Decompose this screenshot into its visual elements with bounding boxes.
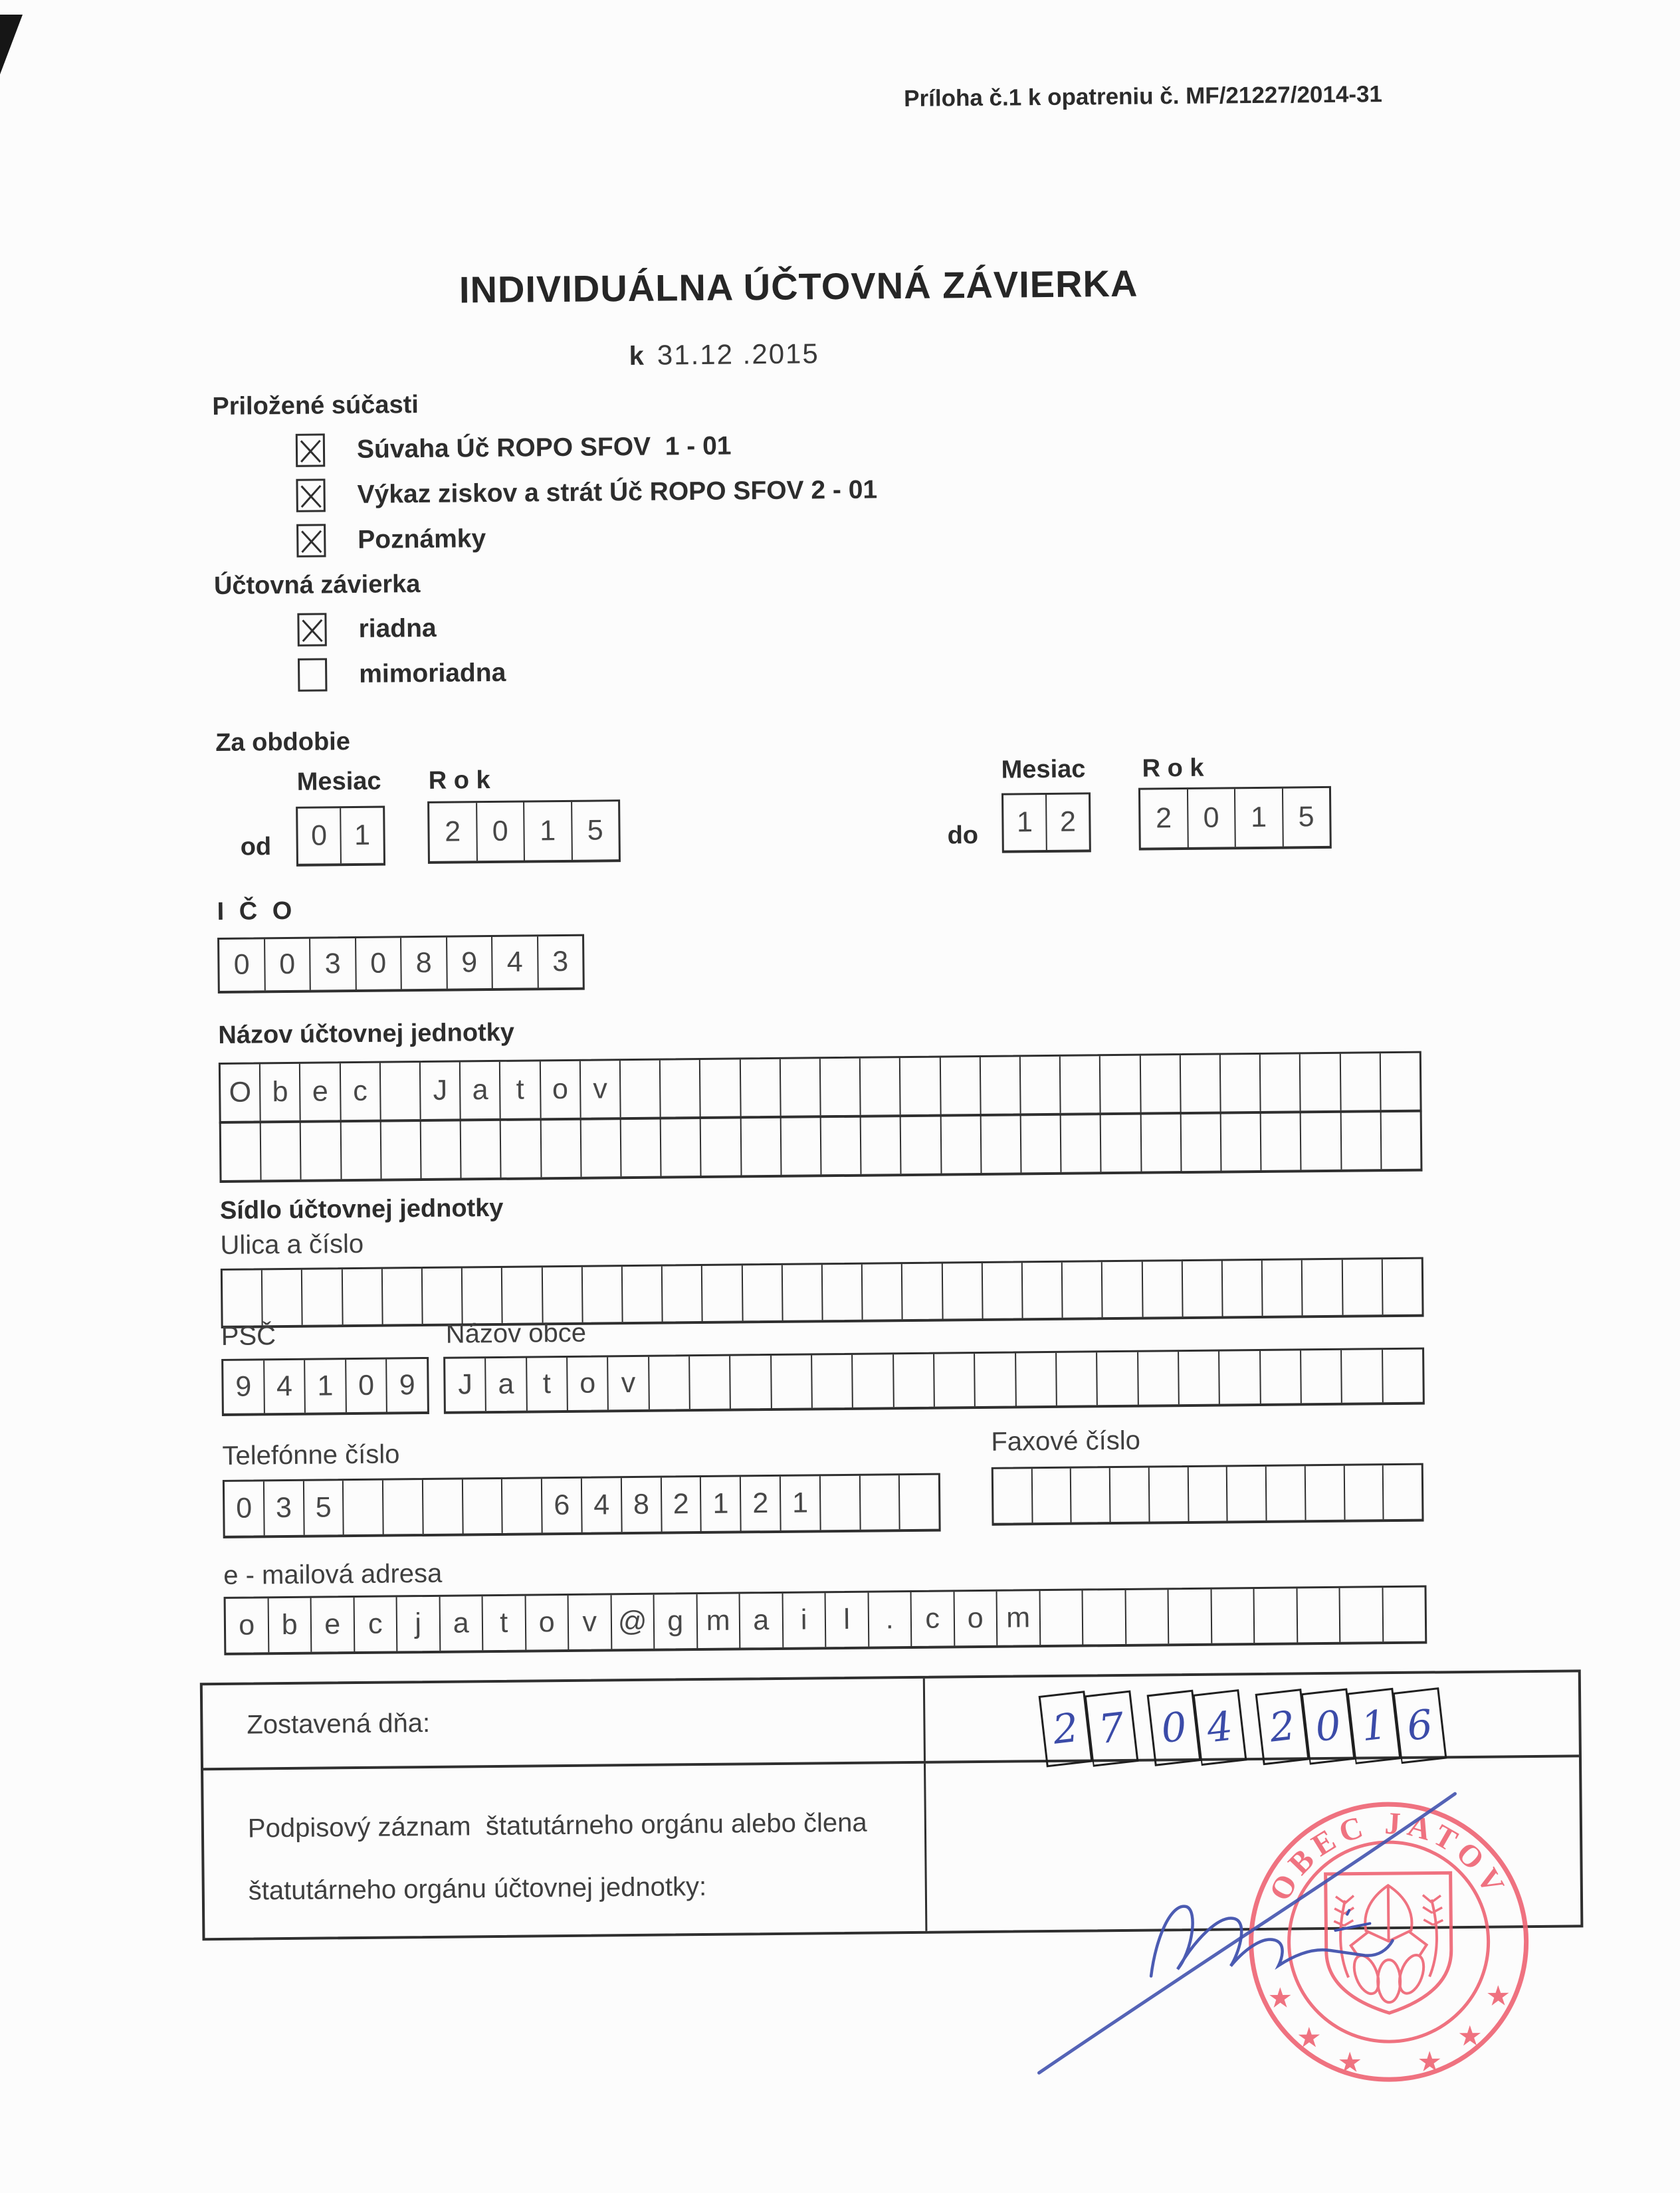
psc-label: PSČ: [221, 1321, 276, 1351]
fax-grid-cell[interactable]: [994, 1469, 1032, 1523]
date-year-box-cell[interactable]: 6: [1394, 1687, 1447, 1764]
email-grid-cell[interactable]: j: [396, 1597, 439, 1651]
entity-name-grid-row2-cell[interactable]: [500, 1118, 540, 1178]
email-grid-cell[interactable]: [1382, 1588, 1425, 1642]
phone-grid-cell[interactable]: 6: [541, 1479, 581, 1533]
street-grid-cell[interactable]: [461, 1268, 502, 1324]
email-grid-cell[interactable]: c: [353, 1597, 396, 1651]
as-of-date-line: [629, 338, 819, 371]
period-to-month-grid-cell[interactable]: 1: [1016, 806, 1033, 839]
email-grid-cell[interactable]: [1039, 1591, 1082, 1645]
period-to-month-label: Mesiac: [1001, 755, 1086, 784]
entity-name-grid-row1-cell[interactable]: [1019, 1057, 1060, 1114]
entity-name-grid-row2-cell[interactable]: [740, 1116, 780, 1176]
street-grid-cell[interactable]: [301, 1269, 342, 1325]
attached-item-poznamky: [296, 522, 486, 558]
street-grid-cell[interactable]: [1341, 1259, 1382, 1315]
closing-type-heading: Účtovná závierka: [213, 570, 421, 601]
checkbox-poznamky-label: Poznámky: [358, 524, 486, 554]
phone-grid-cell[interactable]: 1: [700, 1477, 740, 1531]
checkbox-vykaz-label: Výkaz ziskov a strát Úč ROPO SFOV 2 - 01: [357, 475, 878, 509]
period-from-month-grid[interactable]: [296, 806, 385, 867]
entity-name-grid-row1-cell[interactable]: [1139, 1055, 1180, 1112]
email-grid-cell[interactable]: [1210, 1589, 1253, 1643]
entity-name-grid-row1-cell[interactable]: O: [229, 1076, 252, 1108]
closing-item-mimoriadna: [298, 657, 506, 692]
period-to-month-grid[interactable]: [1001, 792, 1091, 853]
city-label: Názov obce: [445, 1318, 587, 1349]
email-grid-cell[interactable]: .: [867, 1592, 910, 1647]
city-grid-cell[interactable]: [974, 1353, 1015, 1406]
street-grid-cell[interactable]: [982, 1263, 1022, 1318]
period-from-year-grid[interactable]: [427, 799, 621, 864]
period-from-label: od: [240, 833, 272, 861]
entity-name-grid-row2-cell[interactable]: [660, 1117, 700, 1176]
entity-name-grid-row1-cell[interactable]: [619, 1061, 660, 1118]
svg-text:★: ★: [1485, 1979, 1511, 2012]
checkbox-vykaz[interactable]: [296, 478, 325, 512]
city-grid-cell[interactable]: [648, 1356, 689, 1410]
street-grid-cell[interactable]: [1221, 1261, 1262, 1316]
email-grid-cell[interactable]: o: [524, 1596, 568, 1650]
entity-name-grid-row2-cell[interactable]: [700, 1116, 740, 1176]
phone-grid-cell[interactable]: [501, 1479, 542, 1533]
email-grid-cell[interactable]: e: [310, 1598, 354, 1652]
ico-grid-cell[interactable]: 0: [355, 938, 401, 990]
entity-name-grid-row1-cell[interactable]: J: [419, 1062, 460, 1119]
prepared-date-label: Zostavená dňa:: [247, 1708, 431, 1740]
city-grid-cell[interactable]: o: [566, 1357, 607, 1410]
period-to-year-label: R o k: [1142, 754, 1204, 783]
street-grid-cell[interactable]: [821, 1265, 862, 1320]
phone-grid-cell[interactable]: [342, 1481, 383, 1535]
street-grid-cell[interactable]: [541, 1267, 581, 1323]
entity-name-grid-row2-cell[interactable]: [900, 1115, 940, 1174]
fax-grid-cell[interactable]: [1109, 1468, 1149, 1522]
entity-name-grid-row1-cell[interactable]: [819, 1059, 860, 1116]
entity-name-grid-row1-cell[interactable]: [859, 1058, 900, 1115]
city-grid-cell[interactable]: v: [607, 1357, 648, 1410]
phone-grid-cell[interactable]: [898, 1475, 939, 1530]
date-day-box-cell[interactable]: 7: [1085, 1691, 1139, 1767]
entity-name-grid-row1-cell[interactable]: [1059, 1056, 1100, 1113]
street-grid-cell[interactable]: [1261, 1260, 1302, 1316]
entity-name-grid-row1-cell[interactable]: [980, 1057, 1020, 1114]
street-label: Ulica a číslo: [220, 1229, 364, 1260]
street-grid-cell[interactable]: [1301, 1260, 1342, 1316]
entity-name-grid-row1-cell[interactable]: o: [539, 1061, 579, 1118]
fax-grid-cell[interactable]: [1382, 1465, 1422, 1520]
street-grid-cell[interactable]: [701, 1265, 742, 1321]
form-title: INDIVIDUÁLNA ÚČTOVNÁ ZÁVIERKA: [459, 262, 1138, 311]
date-month-box-cell[interactable]: 0: [1147, 1690, 1202, 1766]
address-heading: Sídlo účtovnej jednotky: [219, 1194, 504, 1225]
city-grid-cell[interactable]: [729, 1356, 770, 1409]
phone-grid-cell[interactable]: [382, 1480, 423, 1534]
signature-label-cell: [203, 1764, 927, 1938]
period-to-year-grid[interactable]: [1138, 786, 1332, 851]
entity-name-grid-row2-cell[interactable]: [1060, 1113, 1101, 1172]
city-grid-cell[interactable]: J: [458, 1368, 473, 1401]
city-grid-cell[interactable]: [1300, 1350, 1341, 1404]
attachment-note: Príloha č.1 k opatreniu č. MF/21227/2014-31: [903, 81, 1383, 112]
checkbox-mimoriadna-label: mimoriadna: [359, 658, 506, 688]
date-year-box-cell[interactable]: 2: [1255, 1689, 1310, 1765]
period-from-year-grid-cell[interactable]: 1: [523, 802, 571, 861]
email-label: e - mailová adresa: [223, 1558, 443, 1590]
street-grid-cell[interactable]: [1141, 1261, 1182, 1317]
entity-name-grid-row1-cell[interactable]: b: [259, 1064, 300, 1121]
phone-grid-cell[interactable]: 0: [235, 1492, 253, 1524]
entity-name-grid-row2-cell[interactable]: [980, 1114, 1020, 1173]
stamp-text: OBEC JATOV: [1262, 1806, 1514, 1907]
street-grid-cell[interactable]: [741, 1265, 782, 1321]
entity-name-label: Názov účtovnej jednotky: [218, 1018, 515, 1049]
entity-name-grid-row1-cell[interactable]: [1219, 1055, 1260, 1112]
entity-name-grid-row2-cell[interactable]: [300, 1120, 340, 1180]
checkbox-poznamky[interactable]: [296, 524, 326, 557]
signature-label-line2: štatutárneho orgánu účtovnej jednotky:: [248, 1871, 707, 1906]
ico-grid-cell[interactable]: 0: [264, 939, 310, 991]
attached-item-vykaz: [296, 473, 877, 512]
entity-name-grid-row1-cell[interactable]: c: [339, 1063, 379, 1120]
entity-name-grid-row2-cell[interactable]: [860, 1115, 900, 1174]
entity-name-grid-row2-cell[interactable]: [780, 1116, 820, 1175]
city-grid-cell[interactable]: [892, 1354, 934, 1408]
city-grid-cell[interactable]: [1340, 1350, 1382, 1403]
fax-grid-cell[interactable]: [1070, 1468, 1110, 1522]
phone-grid-cell[interactable]: [859, 1475, 899, 1530]
entity-name-grid-row2-cell[interactable]: [579, 1118, 620, 1177]
email-grid[interactable]: [224, 1586, 1427, 1655]
city-grid-cell[interactable]: [1178, 1352, 1219, 1405]
email-grid-cell[interactable]: [1168, 1590, 1211, 1644]
email-grid-cell[interactable]: i: [782, 1593, 825, 1647]
email-grid-cell[interactable]: l: [825, 1593, 868, 1647]
svg-text:★: ★: [1337, 2045, 1363, 2079]
svg-text:★: ★: [1267, 1981, 1293, 2014]
street-grid[interactable]: [221, 1257, 1424, 1328]
street-grid-cell[interactable]: [581, 1267, 622, 1322]
as-of-prefix: k: [629, 341, 645, 371]
street-grid-cell[interactable]: [1061, 1262, 1102, 1318]
psc-grid-cell[interactable]: 4: [263, 1360, 304, 1413]
phone-grid-cell[interactable]: [422, 1479, 463, 1534]
email-grid-cell[interactable]: [1253, 1588, 1297, 1643]
entity-name-grid-row2-cell[interactable]: [1020, 1114, 1061, 1173]
ico-grid-cell[interactable]: 0: [233, 948, 250, 981]
svg-text:★: ★: [1296, 2021, 1322, 2054]
signature-label-line1: Podpisový záznam štatutárneho orgánu alebo člena: [247, 1808, 867, 1843]
street-grid-cell[interactable]: [1101, 1262, 1142, 1318]
checkbox-riadna-label: riadna: [358, 613, 437, 643]
checkbox-mimoriadna[interactable]: [298, 658, 327, 691]
city-grid-cell[interactable]: [1259, 1350, 1301, 1404]
city-grid[interactable]: [443, 1348, 1425, 1414]
entity-name-grid-row1-cell[interactable]: [659, 1060, 700, 1117]
phone-grid-cell[interactable]: 2: [660, 1477, 700, 1532]
entity-name-grid-row1-cell[interactable]: [379, 1063, 420, 1120]
email-grid-cell[interactable]: a: [739, 1594, 782, 1648]
email-grid-cell[interactable]: a: [439, 1596, 482, 1651]
period-from-year-grid-cell[interactable]: 2: [445, 815, 461, 848]
period-from-year-grid-cell[interactable]: 5: [571, 801, 619, 860]
ico-grid-cell[interactable]: 3: [309, 938, 355, 990]
signature-graphic: [936, 1742, 1485, 2106]
period-from-year-grid-cell[interactable]: 0: [476, 803, 524, 861]
psc-grid-cell[interactable]: 9: [386, 1359, 427, 1412]
street-grid-cell[interactable]: [501, 1267, 542, 1323]
svg-text:★: ★: [1417, 2045, 1443, 2078]
city-grid-cell[interactable]: t: [526, 1358, 567, 1411]
entity-name-grid-row1-cell[interactable]: v: [579, 1061, 620, 1118]
entity-name-grid-row2-cell[interactable]: [1260, 1111, 1301, 1170]
fax-grid-cell[interactable]: [1305, 1466, 1344, 1520]
entity-name-grid-row2-cell[interactable]: [940, 1114, 980, 1174]
street-grid-cell[interactable]: [261, 1270, 302, 1326]
street-grid-cell[interactable]: [901, 1264, 942, 1320]
period-to-year-grid-cell[interactable]: 5: [1281, 788, 1329, 847]
psc-grid-cell[interactable]: 9: [235, 1370, 252, 1403]
entity-name-grid-row2-cell[interactable]: [1100, 1113, 1140, 1172]
fax-label: Faxové číslo: [991, 1425, 1141, 1457]
phone-grid-cell[interactable]: 1: [780, 1476, 820, 1530]
street-grid-cell[interactable]: [861, 1264, 902, 1320]
prepared-date-label-cell: [203, 1679, 926, 1768]
email-grid-cell[interactable]: [1124, 1590, 1168, 1644]
city-grid-cell[interactable]: a: [484, 1358, 526, 1411]
period-to-year-grid-cell[interactable]: 2: [1155, 802, 1172, 835]
entity-name-grid-row1-cell[interactable]: [699, 1059, 740, 1116]
street-grid-cell[interactable]: [661, 1266, 702, 1322]
svg-text:★: ★: [1457, 2019, 1483, 2053]
entity-name-grid-row2-cell[interactable]: [1380, 1110, 1420, 1170]
entity-name-grid-row1-cell[interactable]: e: [299, 1063, 340, 1120]
closing-item-riadna: [297, 612, 437, 647]
entity-name-grid-row2-cell[interactable]: [820, 1116, 861, 1175]
entity-name-grid-row1-cell[interactable]: [1180, 1055, 1220, 1112]
period-to-month-grid-cell[interactable]: 2: [1045, 794, 1089, 850]
email-grid-cell[interactable]: m: [696, 1594, 739, 1648]
entity-name-grid-row2-cell[interactable]: [1180, 1112, 1220, 1172]
period-to-year-grid-cell[interactable]: 1: [1234, 789, 1282, 847]
city-grid-cell[interactable]: [811, 1355, 852, 1408]
email-grid-cell[interactable]: [1296, 1588, 1339, 1643]
psc-grid-cell[interactable]: 0: [345, 1360, 386, 1413]
period-from-month-label: Mesiac: [296, 767, 381, 796]
phone-grid-cell[interactable]: [819, 1476, 860, 1530]
date-year-box-cell[interactable]: 0: [1302, 1688, 1356, 1764]
city-grid-cell[interactable]: [1218, 1351, 1259, 1404]
street-grid-cell[interactable]: [1021, 1263, 1062, 1318]
entity-name-grid-row2-cell[interactable]: [260, 1121, 300, 1180]
phone-grid-cell[interactable]: 8: [621, 1478, 661, 1532]
email-grid-cell[interactable]: c: [910, 1592, 954, 1646]
ico-grid-cell[interactable]: 8: [400, 938, 446, 990]
entity-name-grid-row1-cell[interactable]: [1259, 1054, 1300, 1111]
entity-name-grid-row1-cell[interactable]: [1299, 1054, 1340, 1111]
email-grid-cell[interactable]: v: [568, 1595, 611, 1649]
attached-item-suvaha: [296, 430, 732, 467]
street-grid-cell[interactable]: [782, 1265, 822, 1320]
date-day-box-cell[interactable]: 2: [1039, 1691, 1093, 1767]
city-grid-cell[interactable]: [1382, 1350, 1423, 1403]
period-from-month-grid-cell[interactable]: 0: [310, 819, 328, 852]
checkbox-riadna[interactable]: [297, 613, 326, 646]
ico-grid-cell[interactable]: 4: [491, 936, 537, 988]
date-month-box-cell[interactable]: 4: [1194, 1689, 1247, 1766]
psc-grid[interactable]: [221, 1357, 429, 1416]
street-grid-cell[interactable]: [1382, 1259, 1422, 1315]
email-grid-cell[interactable]: t: [482, 1596, 525, 1651]
fax-grid-cell[interactable]: [1343, 1465, 1383, 1520]
period-from-year-label: R o k: [428, 766, 490, 795]
ico-label: I Č O: [217, 896, 296, 926]
ico-grid-cell[interactable]: 9: [446, 937, 492, 989]
fax-grid-cell[interactable]: [1226, 1467, 1266, 1521]
fax-grid-cell[interactable]: [1031, 1469, 1071, 1523]
phone-grid-cell[interactable]: [462, 1479, 502, 1534]
entity-name-grid-row2-cell[interactable]: [1220, 1112, 1261, 1171]
entity-name-grid-row1-cell[interactable]: [1380, 1053, 1420, 1110]
entity-name-grid-row2-cell[interactable]: [1300, 1111, 1340, 1170]
street-grid-cell[interactable]: [341, 1269, 381, 1325]
entity-name-grid-row2-cell[interactable]: [540, 1118, 580, 1178]
entity-name-grid-row1-cell[interactable]: [939, 1057, 980, 1114]
city-grid-cell[interactable]: [851, 1354, 892, 1408]
email-grid-cell[interactable]: g: [653, 1594, 696, 1649]
phone-grid-cell[interactable]: 2: [740, 1477, 780, 1531]
entity-name-grid-row1-cell[interactable]: [739, 1059, 780, 1116]
entity-name-grid-row2[interactable]: [219, 1110, 1423, 1183]
fax-grid-cell[interactable]: [1265, 1466, 1305, 1520]
ico-grid-cell[interactable]: 3: [537, 936, 583, 988]
phone-grid-cell[interactable]: 4: [581, 1478, 621, 1532]
as-of-date: 31.12 .2015: [657, 338, 819, 371]
street-grid-cell[interactable]: [421, 1268, 462, 1324]
period-to-year-grid-cell[interactable]: 0: [1186, 789, 1234, 847]
entity-name-grid-row1-cell[interactable]: [899, 1058, 940, 1115]
city-grid-cell[interactable]: [1137, 1352, 1178, 1405]
entity-name-grid-row1-cell[interactable]: a: [459, 1062, 500, 1119]
email-grid-cell[interactable]: m: [996, 1591, 1039, 1645]
city-grid-cell[interactable]: [1015, 1353, 1056, 1406]
email-grid-cell[interactable]: o: [239, 1609, 255, 1641]
city-grid-cell[interactable]: [1055, 1352, 1097, 1406]
street-grid-cell[interactable]: [381, 1269, 422, 1324]
entity-name-grid-row2-cell[interactable]: [379, 1120, 420, 1179]
city-grid-cell[interactable]: [688, 1356, 730, 1410]
email-grid-cell[interactable]: b: [267, 1598, 310, 1653]
ico-grid[interactable]: [217, 934, 585, 993]
date-year-box-cell[interactable]: 1: [1348, 1688, 1402, 1764]
entity-name-grid-row2-cell[interactable]: [1140, 1112, 1180, 1172]
email-grid-cell[interactable]: @: [610, 1595, 653, 1649]
entity-name-grid-row1-cell[interactable]: [1339, 1053, 1380, 1110]
entity-name-grid-row2-cell[interactable]: [420, 1119, 461, 1178]
phone-grid[interactable]: [223, 1473, 941, 1538]
city-grid-cell[interactable]: [1096, 1352, 1137, 1406]
entity-name-grid-row2-cell[interactable]: [221, 1121, 261, 1180]
entity-name-grid-row2-cell[interactable]: [460, 1119, 500, 1178]
checkbox-suvaha[interactable]: [296, 433, 325, 467]
period-from-month-grid-cell[interactable]: 1: [340, 808, 383, 864]
email-grid-cell[interactable]: [1339, 1588, 1382, 1642]
street-grid-cell[interactable]: [223, 1270, 262, 1326]
period-heading: Za obdobie: [215, 728, 351, 757]
checkbox-suvaha-label: Súvaha Úč ROPO SFOV 1 - 01: [356, 431, 732, 464]
street-grid-cell[interactable]: [1182, 1261, 1222, 1316]
entity-name-grid-row2-cell[interactable]: [620, 1118, 661, 1177]
fax-grid-cell[interactable]: [1187, 1467, 1227, 1521]
city-grid-cell[interactable]: [933, 1354, 974, 1407]
street-grid-cell[interactable]: [621, 1267, 662, 1322]
handwritten-signature: [936, 1742, 1485, 2106]
phone-grid-cell[interactable]: 5: [302, 1481, 343, 1535]
email-grid-cell[interactable]: [1082, 1590, 1125, 1645]
city-grid-cell[interactable]: [770, 1355, 811, 1408]
email-grid-cell[interactable]: o: [953, 1592, 996, 1646]
entity-name-grid-row2-cell[interactable]: [340, 1120, 380, 1180]
street-grid-cell[interactable]: [941, 1263, 982, 1319]
entity-name-grid-row2-cell[interactable]: [1340, 1110, 1380, 1170]
fax-grid[interactable]: [992, 1463, 1424, 1526]
entity-name-grid-row1-cell[interactable]: [780, 1059, 820, 1116]
psc-grid-cell[interactable]: 1: [304, 1360, 345, 1413]
phone-label: Telefónne číslo: [222, 1439, 400, 1471]
entity-name-grid-row1-cell[interactable]: t: [499, 1061, 540, 1118]
period-to-label: do: [947, 821, 979, 850]
entity-name-grid-row1-cell[interactable]: [1099, 1056, 1140, 1113]
attached-parts-heading: Priložené súčasti: [212, 391, 419, 421]
phone-grid-cell[interactable]: 3: [263, 1481, 304, 1536]
fax-grid-cell[interactable]: [1148, 1467, 1188, 1522]
